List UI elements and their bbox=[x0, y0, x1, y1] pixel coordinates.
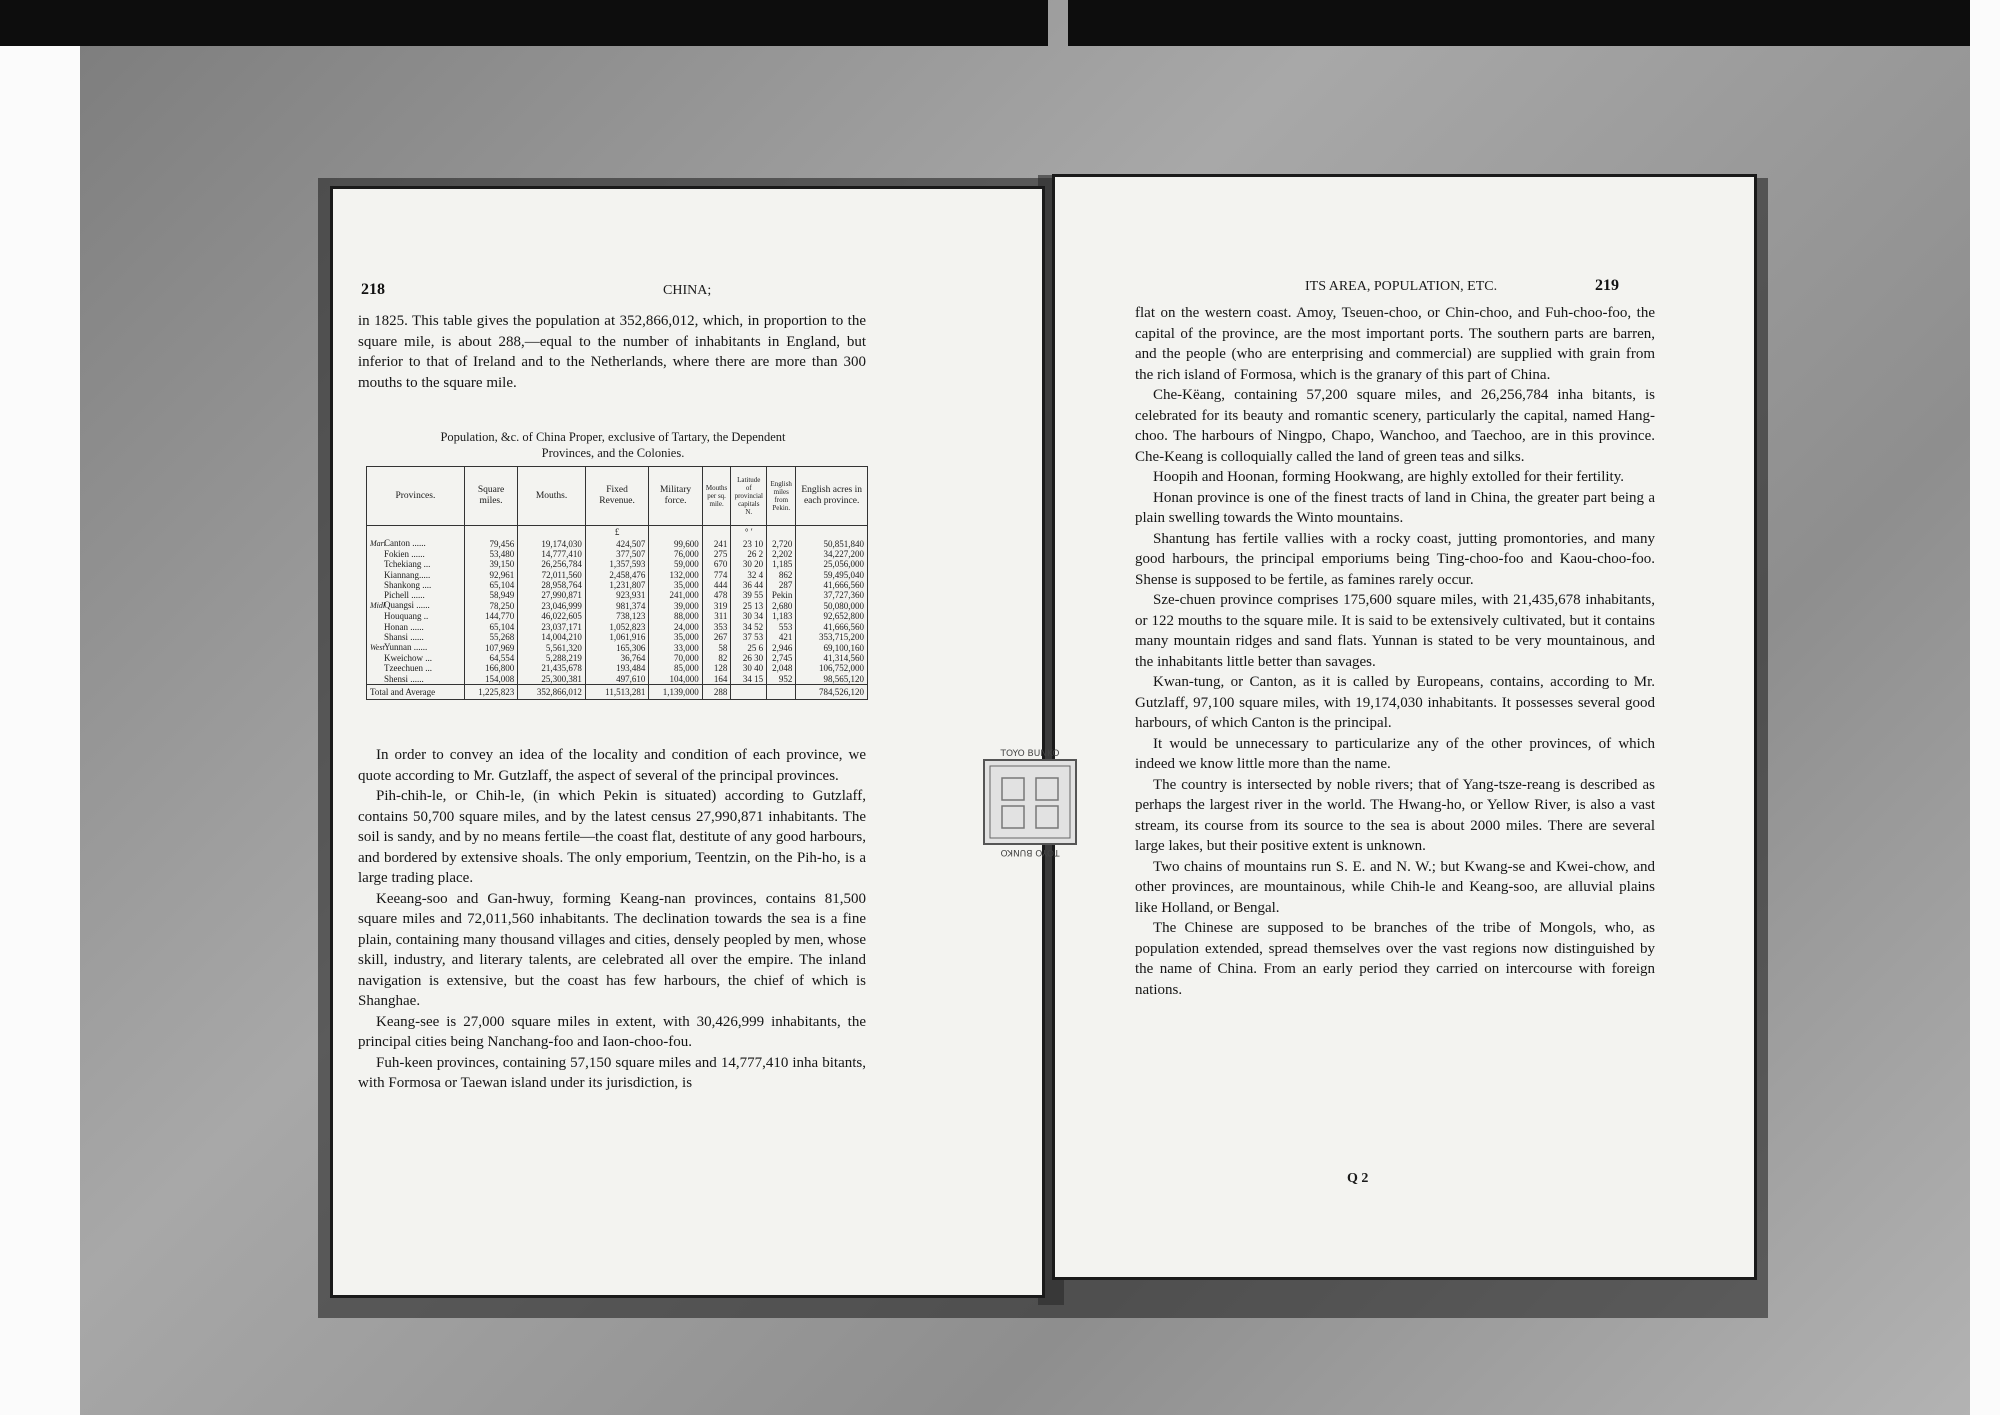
table-cell: 2,680 bbox=[767, 600, 796, 611]
table-header-cell: English miles from Pekin. bbox=[767, 467, 796, 526]
province-name: Kiannang..... bbox=[384, 569, 431, 580]
table-cell: 164 bbox=[702, 674, 731, 685]
table-cell: 21,435,678 bbox=[518, 663, 586, 673]
table-cell: 1,183 bbox=[767, 611, 796, 621]
table-cell: 166,800 bbox=[464, 663, 517, 673]
table-cell: 65,104 bbox=[464, 580, 517, 590]
table-row bbox=[367, 632, 868, 642]
province-name-cell bbox=[367, 663, 465, 673]
table-cell: 72,011,560 bbox=[518, 570, 586, 580]
table-row bbox=[367, 653, 868, 663]
table-cell: 377,507 bbox=[585, 549, 649, 559]
left-page bbox=[330, 186, 1045, 1298]
table-cell: 35,000 bbox=[649, 632, 702, 642]
paragraph: Honan province is one of the finest tracts of land in China, the greater part being a plain swelling towards the Winto mountains. bbox=[1135, 489, 1655, 526]
table-header-cell: Mouths. bbox=[518, 467, 586, 526]
paragraph: Shantung has fertile vallies with a rocky coast, jutting promontories, and many good harbours, the principal emporiums being Ting-choo-foo and Kaou-choo-foo. Shense is supposed to be fertile, as famines rarely occur. bbox=[1135, 530, 1655, 588]
table-cell: 41,314,560 bbox=[796, 653, 868, 663]
province-name-cell bbox=[367, 653, 465, 663]
table-cell: 37,727,360 bbox=[796, 590, 868, 600]
running-head-left: CHINA; bbox=[663, 283, 712, 298]
province-name-cell bbox=[367, 674, 465, 685]
table-cell: 2,048 bbox=[767, 663, 796, 673]
province-name: Fokien ...... bbox=[384, 549, 425, 560]
province-name: Kweichow ... bbox=[384, 653, 432, 664]
table-cell: 353 bbox=[702, 622, 731, 632]
table-cell: 50,851,840 bbox=[796, 538, 868, 549]
table-cell: 59,495,040 bbox=[796, 570, 868, 580]
table-row bbox=[367, 611, 868, 621]
total-cell: 1,139,000 bbox=[649, 684, 702, 699]
region-group-label: West bbox=[370, 643, 385, 653]
table-cell: 241 bbox=[702, 538, 731, 549]
table-cell: 69,100,160 bbox=[796, 642, 868, 653]
table-row bbox=[367, 642, 868, 653]
table-cell bbox=[702, 526, 731, 539]
table-row bbox=[367, 600, 868, 611]
table-unit-row bbox=[367, 526, 868, 539]
table-cell: 28,958,764 bbox=[518, 580, 586, 590]
table-cell: 85,000 bbox=[649, 663, 702, 673]
stamp-bottom-text: TOYO BUNKO bbox=[1000, 847, 1060, 857]
table-cell: 55,268 bbox=[464, 632, 517, 642]
table-row bbox=[367, 538, 868, 549]
table-cell: 41,666,560 bbox=[796, 622, 868, 632]
table-cell: 132,000 bbox=[649, 570, 702, 580]
table-cell: 27,990,871 bbox=[518, 590, 586, 600]
table-cell: 59,000 bbox=[649, 559, 702, 569]
table-cell: 26 30 bbox=[731, 653, 767, 663]
province-name: Tzeechuen ... bbox=[384, 663, 432, 674]
province-name-cell bbox=[367, 600, 465, 611]
table-cell: 319 bbox=[702, 600, 731, 611]
total-cell: 784,526,120 bbox=[796, 684, 868, 699]
province-name-cell bbox=[367, 559, 465, 569]
province-name: Quangsi ...... bbox=[384, 600, 430, 611]
table-cell: 92,652,800 bbox=[796, 611, 868, 621]
province-name-cell bbox=[367, 570, 465, 580]
table-cell: 25,300,381 bbox=[518, 674, 586, 685]
body-text-left bbox=[358, 745, 866, 1094]
table-row bbox=[367, 674, 868, 685]
table-cell: 23 10 bbox=[731, 538, 767, 549]
table-cell: 1,357,593 bbox=[585, 559, 649, 569]
population-table bbox=[366, 466, 868, 700]
table-cell: 19,174,030 bbox=[518, 538, 586, 549]
table-cell: 144,770 bbox=[464, 611, 517, 621]
table-cell: 774 bbox=[702, 570, 731, 580]
table-row bbox=[367, 559, 868, 569]
table-cell: 107,969 bbox=[464, 642, 517, 653]
left-margin-strip bbox=[0, 46, 80, 1415]
table-cell: 34,227,200 bbox=[796, 549, 868, 559]
table-cell: 92,961 bbox=[464, 570, 517, 580]
table-row bbox=[367, 570, 868, 580]
table-cell: 128 bbox=[702, 663, 731, 673]
province-name-cell bbox=[367, 549, 465, 559]
table-cell: 981,374 bbox=[585, 600, 649, 611]
table-cell: 104,000 bbox=[649, 674, 702, 685]
table-cell: 82 bbox=[702, 653, 731, 663]
paragraph: In order to convey an idea of the locality and condition of each province, we quote according to Mr. Gutzlaff, the aspect of several of the principal provinces. bbox=[358, 747, 866, 784]
total-cell: 288 bbox=[702, 684, 731, 699]
table-cell bbox=[518, 526, 586, 539]
table-cell bbox=[367, 526, 465, 539]
table-cell: 36 44 bbox=[731, 580, 767, 590]
table-cell: 2,946 bbox=[767, 642, 796, 653]
province-name: Shansi ...... bbox=[384, 631, 424, 642]
table-cell: 444 bbox=[702, 580, 731, 590]
table-total-row bbox=[367, 684, 868, 699]
table-cell: 952 bbox=[767, 674, 796, 685]
table-cell bbox=[649, 526, 702, 539]
table-cell: 39 55 bbox=[731, 590, 767, 600]
paragraph: Two chains of mountains run S. E. and N. W.; but Kwang-se and Kwei-chow, and other provinces, are mountainous, while Chih-le and Keang-soo, are alluvial plains like Holland, or Bengal. bbox=[1135, 858, 1655, 916]
table-cell: 241,000 bbox=[649, 590, 702, 600]
running-head-right: ITS AREA, POPULATION, ETC. bbox=[1305, 279, 1498, 294]
table-header-cell: Latitude of provincial capitals N. bbox=[731, 467, 767, 526]
table-cell: 34 15 bbox=[731, 674, 767, 685]
table-cell: 41,666,560 bbox=[796, 580, 868, 590]
table-row bbox=[367, 622, 868, 632]
table-cell: 478 bbox=[702, 590, 731, 600]
province-name: Shankong .... bbox=[384, 579, 432, 590]
table-cell: 14,004,210 bbox=[518, 632, 586, 642]
province-name: Honan ...... bbox=[384, 621, 424, 632]
table-cell: 106,752,000 bbox=[796, 663, 868, 673]
total-cell bbox=[731, 684, 767, 699]
table-cell: 39,150 bbox=[464, 559, 517, 569]
table-cell: 14,777,410 bbox=[518, 549, 586, 559]
table-cell: 34 52 bbox=[731, 622, 767, 632]
province-name-cell bbox=[367, 590, 465, 600]
page-number-left: 218 bbox=[361, 281, 385, 298]
table-cell: 23,037,171 bbox=[518, 622, 586, 632]
table-header-cell: Mouths per sq. mile. bbox=[702, 467, 731, 526]
library-stamp bbox=[980, 746, 1080, 858]
table-cell: 25 13 bbox=[731, 600, 767, 611]
table-cell: 154,008 bbox=[464, 674, 517, 685]
table-cell: 58 bbox=[702, 642, 731, 653]
table-cell: 33,000 bbox=[649, 642, 702, 653]
region-group-label: Mari bbox=[370, 539, 386, 548]
paragraph: Keang-see is 27,000 square miles in extent, with 30,426,999 inhabitants, the principal cities being Nanchang-foo and Iaon-choo-fou. bbox=[358, 1013, 866, 1050]
table-header-cell: Square miles. bbox=[464, 467, 517, 526]
province-name-cell bbox=[367, 642, 465, 653]
paragraph: The country is intersected by noble rivers; that of Yang-tsze-reang is described as perhaps the largest river in the world. The Hwang-ho, or Yellow River, is also a vast stream, its course from its source to the sea is about 2000 miles. There are several large lakes, but their positive extent is unknown. bbox=[1135, 776, 1655, 854]
table-header-cell: Military force. bbox=[649, 467, 702, 526]
table-cell: 26 2 bbox=[731, 549, 767, 559]
paragraph: It would be unnecessary to particularize any of the other provinces, of which indeed we know little more than the name. bbox=[1135, 735, 1655, 772]
table-cell: 53,480 bbox=[464, 549, 517, 559]
table-cell: 2,745 bbox=[767, 653, 796, 663]
paragraph: Che-Këang, containing 57,200 square miles, and 26,256,784 inha bitants, is celebrated for its beauty and romantic scenery, particularly the capital, named Hang-choo. The harbours of Ningpo, Chapo, Wanchoo, and Taechoo, are in this province. Che-Keang is colloquially called the land of green teas and silks. bbox=[1135, 387, 1655, 465]
table-header-cell: English acres in each province. bbox=[796, 467, 868, 526]
table-cell: 88,000 bbox=[649, 611, 702, 621]
paragraph: Fuh-keen provinces, containing 57,150 square miles and 14,777,410 inha bitants, with Formosa or Taewan island under its jurisdiction, is bbox=[358, 1054, 866, 1091]
region-group-label: Midl bbox=[370, 601, 386, 611]
table-cell: 738,123 bbox=[585, 611, 649, 621]
table-cell: 35,000 bbox=[649, 580, 702, 590]
total-cell bbox=[767, 684, 796, 699]
province-name-cell bbox=[367, 580, 465, 590]
stamp-seal-icon bbox=[984, 760, 1076, 844]
table-cell: 39,000 bbox=[649, 600, 702, 611]
paragraph: Sze-chuen province comprises 175,600 square miles, with 21,435,678 inhabitants, or 122 mouths to the square mile. It is said to be extensively cultivated, but it contains many mountain ridges and sand flats. Yunnan is stated to be very mountainous, and the inhabitants little better than savages. bbox=[1135, 592, 1655, 670]
body-text-right bbox=[1135, 303, 1655, 1000]
table-cell: 424,507 bbox=[585, 538, 649, 549]
table-cell: ° ′ bbox=[731, 526, 767, 539]
table-row bbox=[367, 663, 868, 673]
table-cell: 193,484 bbox=[585, 663, 649, 673]
right-page bbox=[1052, 174, 1757, 1280]
table-cell: 5,288,219 bbox=[518, 653, 586, 663]
table-cell: 165,306 bbox=[585, 642, 649, 653]
province-name-cell bbox=[367, 622, 465, 632]
table-cell: 1,061,916 bbox=[585, 632, 649, 642]
table-cell: 79,456 bbox=[464, 538, 517, 549]
caption-line: Provinces, and the Colonies. bbox=[541, 446, 685, 460]
top-dark-band-left bbox=[0, 0, 1048, 46]
table-caption bbox=[363, 429, 863, 461]
table-cell bbox=[767, 526, 796, 539]
top-dark-band-right bbox=[1068, 0, 1970, 46]
table-cell: 32 4 bbox=[731, 570, 767, 580]
table-cell: 58,949 bbox=[464, 590, 517, 600]
table-cell: 98,565,120 bbox=[796, 674, 868, 685]
table-cell: 36,764 bbox=[585, 653, 649, 663]
table-cell: 287 bbox=[767, 580, 796, 590]
table-cell: 1,052,823 bbox=[585, 622, 649, 632]
total-label-cell: Total and Average bbox=[367, 684, 465, 699]
table-cell: 5,561,320 bbox=[518, 642, 586, 653]
table-cell: 25,056,000 bbox=[796, 559, 868, 569]
table-header-row bbox=[367, 467, 868, 526]
signature-mark: Q 2 bbox=[1347, 1171, 1369, 1186]
province-name: Pichell ...... bbox=[384, 590, 425, 601]
province-name: Canton ...... bbox=[384, 538, 426, 548]
table-cell: 26,256,784 bbox=[518, 559, 586, 569]
table-row bbox=[367, 549, 868, 559]
table-cell: £ bbox=[585, 526, 649, 539]
table-cell: 1,231,807 bbox=[585, 580, 649, 590]
table-cell: 267 bbox=[702, 632, 731, 642]
table-cell: 70,000 bbox=[649, 653, 702, 663]
province-name: Yunnan ...... bbox=[384, 642, 428, 653]
table-row bbox=[367, 580, 868, 590]
province-name: Houquang .. bbox=[384, 611, 429, 622]
table-cell: 37 53 bbox=[731, 632, 767, 642]
total-cell: 11,513,281 bbox=[585, 684, 649, 699]
province-name: Tchekiang ... bbox=[384, 559, 431, 570]
total-cell: 352,866,012 bbox=[518, 684, 586, 699]
table-cell: 24,000 bbox=[649, 622, 702, 632]
paragraph: Kwan-tung, or Canton, as it is called by Europeans, contains, according to Mr. Gutzlaff, 97,100 square miles, with 19,174,030 inhabitants. It possesses several good harbours, of which Canton is the principal. bbox=[1135, 674, 1655, 731]
table-cell: 99,600 bbox=[649, 538, 702, 549]
table-cell: 553 bbox=[767, 622, 796, 632]
table-cell: 64,554 bbox=[464, 653, 517, 663]
table-cell bbox=[796, 526, 868, 539]
province-name-cell bbox=[367, 538, 465, 549]
table-cell: 311 bbox=[702, 611, 731, 621]
caption-line: Population, &c. of China Proper, exclusive of Tartary, the Dependent bbox=[440, 430, 786, 444]
table-cell: 30 20 bbox=[731, 559, 767, 569]
paragraph: Hoopih and Hoonan, forming Hookwang, are highly extolled for their fertility. bbox=[1153, 469, 1624, 485]
stamp-top-text: TOYO BUNKO bbox=[1000, 749, 1060, 759]
table-row bbox=[367, 590, 868, 600]
page-number-right: 219 bbox=[1595, 277, 1619, 294]
paragraph: Keeang-soo and Gan-hwuy, forming Keang-nan provinces, contains 81,500 square miles and 72,011,560 inhabitants. The declination towards the sea is a fine plain, containing many thousand villages and cities, densely peopled by men, whose skill, industry, and literary talents, are celebrated all over the empire. The inland navigation is extensive, but the coast has few harbours, the chief of which is Shanghae. bbox=[358, 890, 866, 1009]
table-cell: 30 40 bbox=[731, 663, 767, 673]
table-cell: 421 bbox=[767, 632, 796, 642]
table-cell: 2,458,476 bbox=[585, 570, 649, 580]
table-cell: 23,046,999 bbox=[518, 600, 586, 611]
paragraph: in 1825. This table gives the population at 352,866,012, which, in proportion to the square mile, is about 288,—equal to the number of inhabitants in England, but inferior to that of Ireland and to the Netherlands, where there are more than 300 mouths to the square mile. bbox=[358, 313, 866, 391]
table-cell: 862 bbox=[767, 570, 796, 580]
table-cell: 2,720 bbox=[767, 538, 796, 549]
table-cell: 353,715,200 bbox=[796, 632, 868, 642]
table-cell: 670 bbox=[702, 559, 731, 569]
table-cell: 76,000 bbox=[649, 549, 702, 559]
province-name-cell bbox=[367, 632, 465, 642]
paragraph: The Chinese are supposed to be branches of the tribe of Mongols, who, as population extended, spread themselves over the vast regions now distinguished by the name of China. From an early period they carried on intercourse with foreign nations. bbox=[1135, 920, 1655, 998]
table-cell: 50,080,000 bbox=[796, 600, 868, 611]
table-cell: 275 bbox=[702, 549, 731, 559]
province-name: Shensi ...... bbox=[384, 673, 424, 684]
table-cell: 1,185 bbox=[767, 559, 796, 569]
table-cell: 65,104 bbox=[464, 622, 517, 632]
paragraph: flat on the western coast. Amoy, Tseuen-choo, or Chin-choo, and Fuh-choo-foo, the capital of the province, are the most important ports. The southern parts are barren, and the people (who are enterprising and commercial) are supplied with grain from the rich island of Formosa, which is the granary of this part of China. bbox=[1135, 305, 1655, 383]
paragraph: Pih-chih-le, or Chih-le, (in which Pekin is situated) according to Gutzlaff, contains 50,700 square miles, and by the latest census 27,990,871 inhabitants. The soil is sandy, and by no means fertile—the coast flat, destitute of any good harbours, and bordered by extensive shoals. The only emporium, Teentzin, on the Pih-ho, is a large trading place. bbox=[358, 788, 866, 886]
table-cell: 78,250 bbox=[464, 600, 517, 611]
total-cell: 1,225,823 bbox=[464, 684, 517, 699]
table-cell: 497,610 bbox=[585, 674, 649, 685]
table-cell: 30 34 bbox=[731, 611, 767, 621]
table-cell: 923,931 bbox=[585, 590, 649, 600]
table-header-cell: Fixed Revenue. bbox=[585, 467, 649, 526]
province-name-cell bbox=[367, 611, 465, 621]
table-cell bbox=[464, 526, 517, 539]
right-margin-strip bbox=[1970, 0, 2000, 1415]
table-cell: Pekin bbox=[767, 590, 796, 600]
table-cell: 25 6 bbox=[731, 642, 767, 653]
table-header-cell: Provinces. bbox=[367, 467, 465, 526]
table-cell: 2,202 bbox=[767, 549, 796, 559]
table-cell: 46,022,605 bbox=[518, 611, 586, 621]
intro-paragraph bbox=[358, 311, 866, 393]
